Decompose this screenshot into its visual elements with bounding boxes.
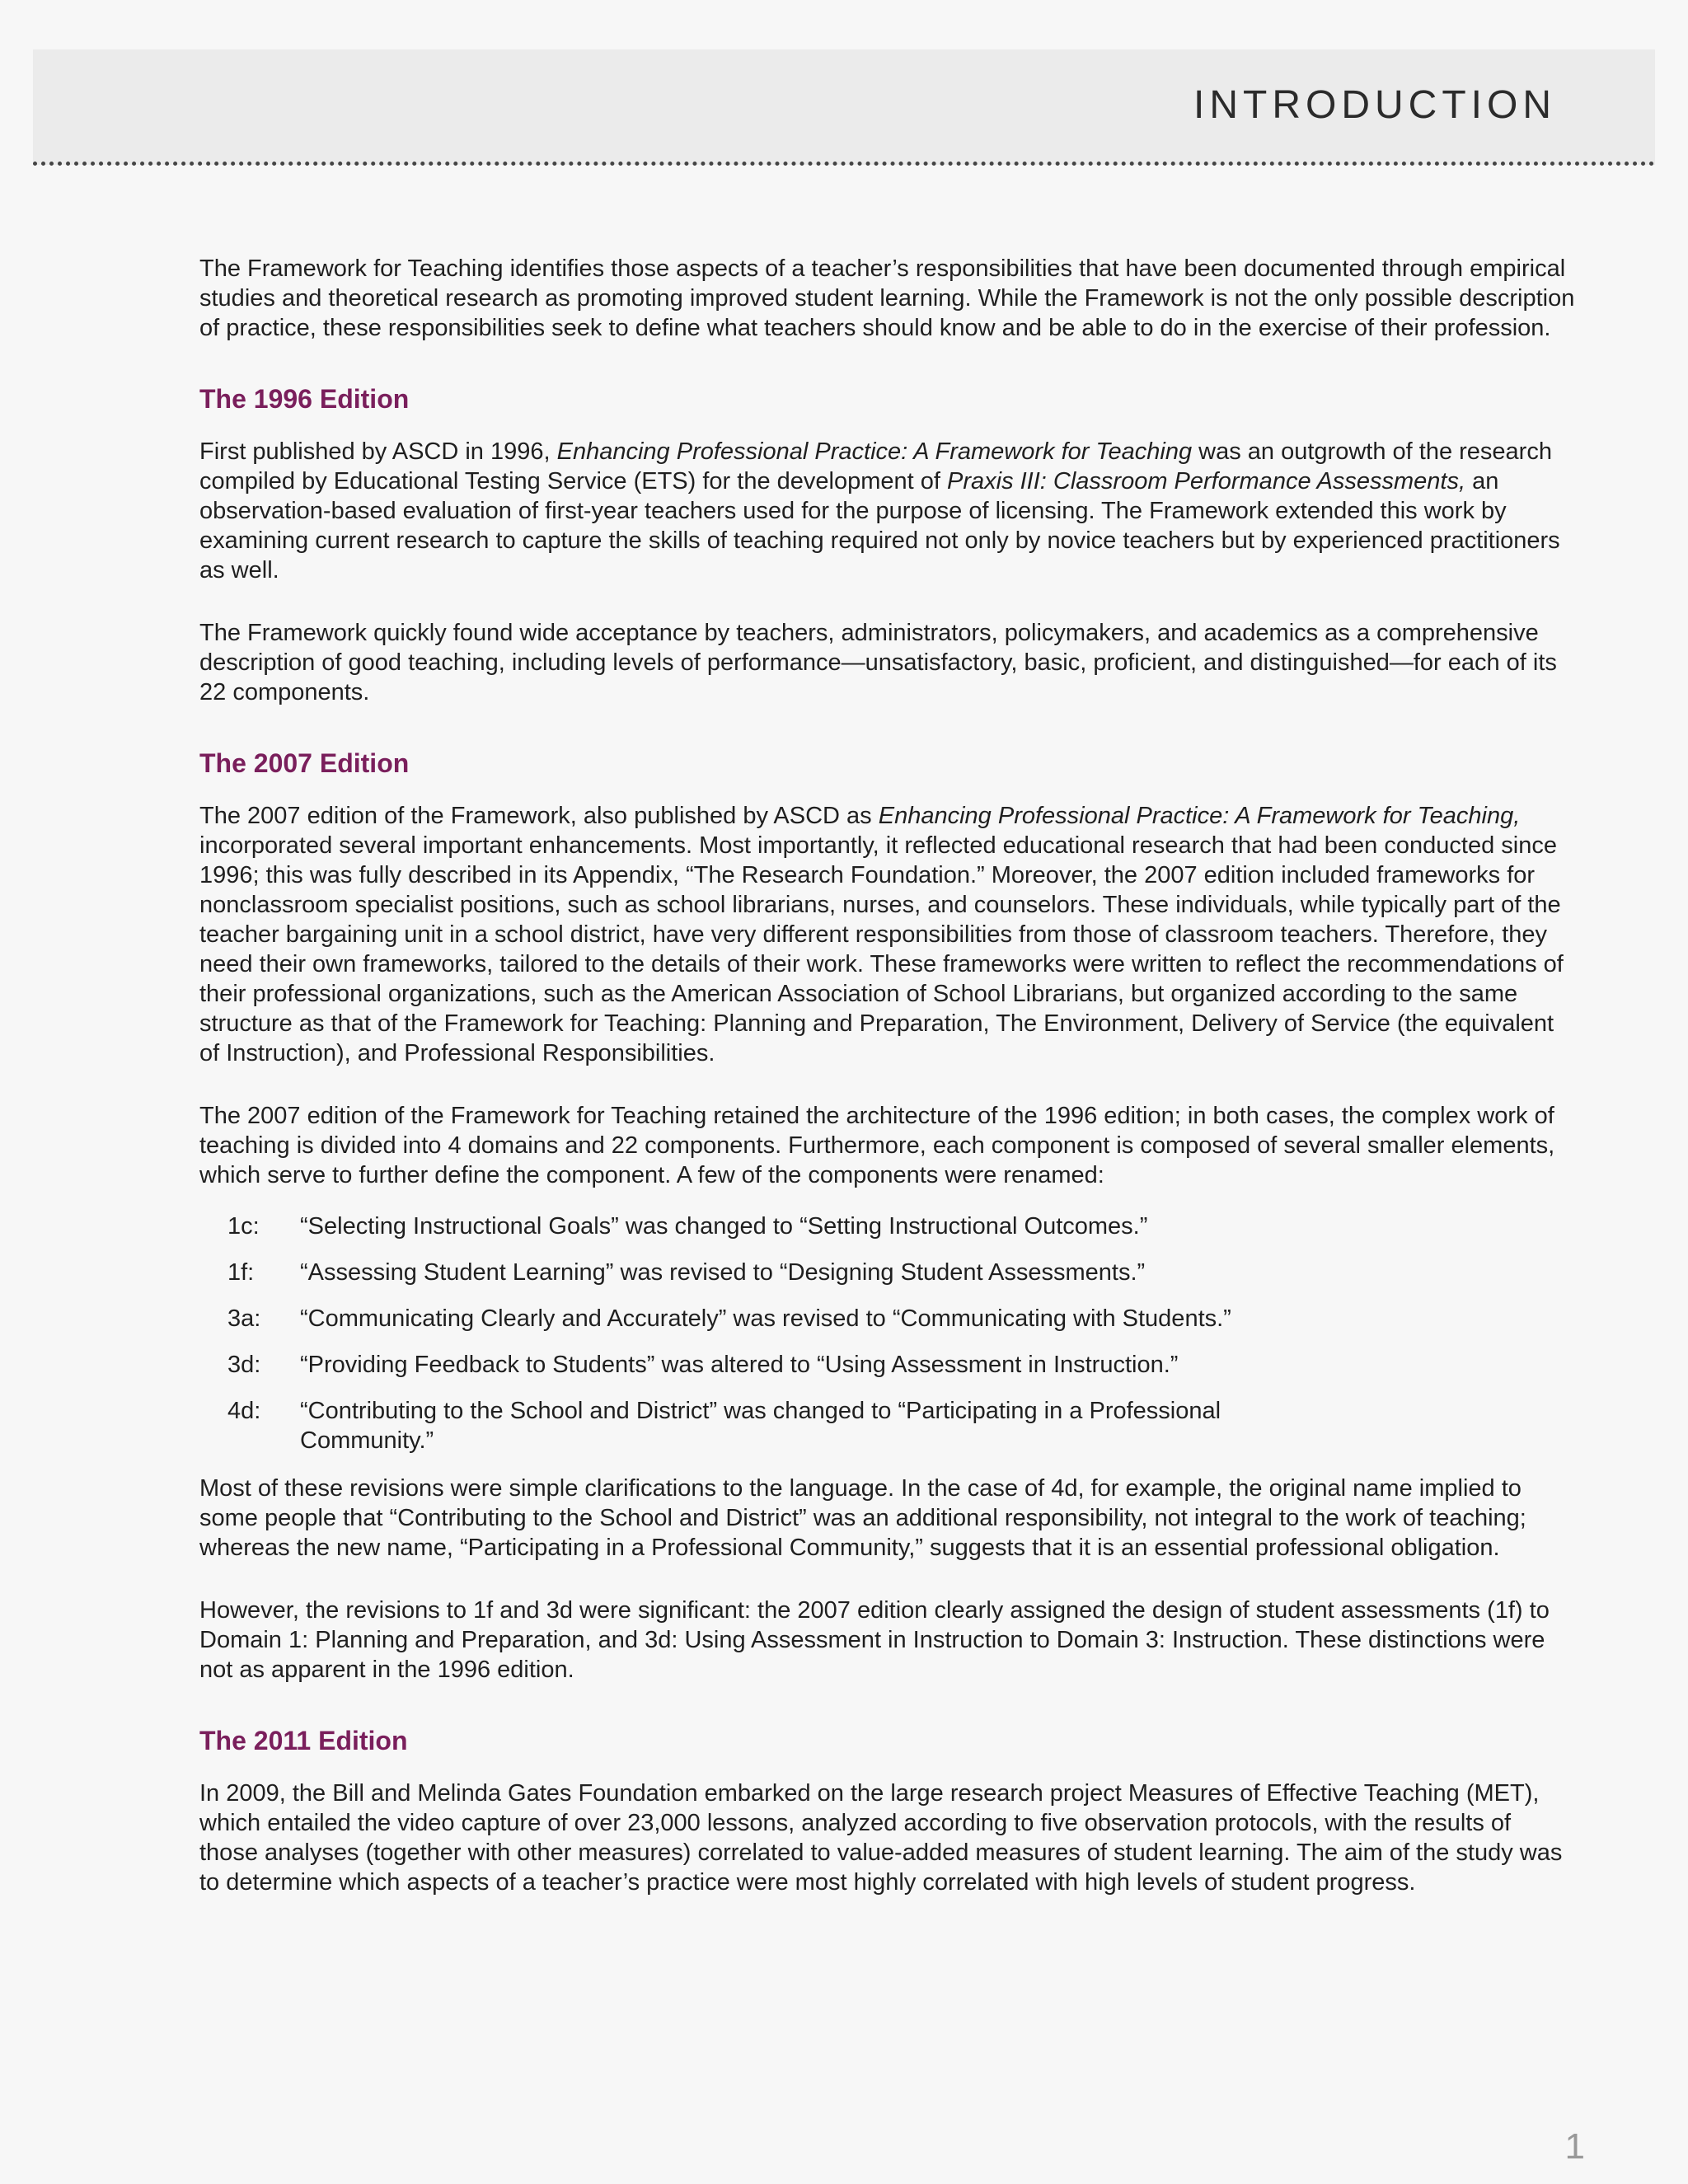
section-heading-2007: The 2007 Edition <box>199 748 410 778</box>
paragraph-2007-first <box>199 801 1576 1068</box>
main-content <box>199 254 1576 1930</box>
section-heading-1996: The 1996 Edition <box>199 384 410 414</box>
page-title: INTRODUCTION <box>1193 83 1556 127</box>
list-item <box>199 1212 1576 1241</box>
component-change: “Selecting Instructional Goals” was changed to “Setting Instructional Outcomes.” <box>300 1213 1148 1240</box>
paragraph-1996-second: The Framework quickly found wide acceptance by teachers, administrators, policymakers, and academics as a comprehensive description of good teaching, including levels of performance—unsatisfactory, basic, proficient, and distinguished—for each of its 22 components. <box>199 620 1557 705</box>
paragraph-2007-fourth: However, the revisions to 1f and 3d were significant: the 2007 edition clearly assigned the design of student assessments (1f) to Domain 1: Planning and Preparation, and 3d: Using Assessment in Instruction to Domain 3: Instruction. These distinctions were not as apparent in the 1996 edition. <box>199 1597 1550 1683</box>
list-item <box>199 1258 1576 1287</box>
text-run: The 2007 edition of the Framework, also published by ASCD as <box>199 803 879 829</box>
component-code: 3a: <box>227 1305 261 1332</box>
page-number: 1 <box>1564 2126 1585 2167</box>
paragraph-2007-third: Most of these revisions were simple clarifications to the language. In the case of 4d, for example, the original name implied to some people that “Contributing to the School and District” was an additional responsibility, not integral to the work of teaching; whereas the new name, “Participating in a Professional Community,” suggests that it is an essential professional obligation. <box>199 1475 1526 1561</box>
text-run: incorporated several important enhancements. Most importantly, it reflected educational research that had been conducted since 1996; this was fully described in its Appendix, “The Research Foundation.” Moreover, the 2007 edition included frameworks for nonclassroom specialist positions, such as school librarians, nurses, and counselors. These individuals, while typically part of the teacher bargaining unit in a school district, have very different responsibilities from those of classroom teachers. Therefore, they need their own frameworks, tailored to the details of their work. These frameworks were written to reflect the recommendations of their professional organizations, such as the American Association of School Librarians, but organized according to the same structure as that of the Framework for Teaching: Planning and Preparation, The Environment, Delivery of Service (the equivalent of Instruction), and Professional Responsibilities. <box>199 832 1564 1066</box>
component-code: 4d: <box>227 1398 261 1424</box>
text-run: was an outgrowth of the research compiled by Educational Testing Service (ETS) for the development of <box>199 438 1552 494</box>
header-band <box>33 49 1655 165</box>
component-change: “Communicating Clearly and Accurately” was revised to “Communicating with Students.” <box>300 1305 1231 1332</box>
text-run: an observation-based evaluation of first-year teachers used for the purpose of licensing. The Framework extended this work by examining current research to capture the skills of teaching required not only by novice teachers but by experienced practitioners as well. <box>199 468 1560 583</box>
component-code: 3d: <box>227 1352 261 1378</box>
list-item <box>199 1304 1576 1333</box>
book-title: Enhancing Professional Practice: A Framework for Teaching <box>556 438 1193 465</box>
intro-paragraph: The Framework for Teaching identifies those aspects of a teacher’s responsibilities that have been documented through empirical studies and theoretical research as promoting improved student learning. While the Framework is not the only possible description of practice, these responsibilities seek to define what teachers should know and be able to do in the exercise of their profession. <box>199 255 1575 341</box>
book-title: Enhancing Professional Practice: A Framework for Teaching, <box>878 803 1521 829</box>
component-change: “Providing Feedback to Students” was altered to “Using Assessment in Instruction.” <box>300 1352 1179 1378</box>
component-change: “Contributing to the School and District” was changed to “Participating in a Professional Community.” <box>300 1398 1221 1454</box>
section-heading-2011: The 2011 Edition <box>199 1726 408 1755</box>
component-change: “Assessing Student Learning” was revised to “Designing Student Assessments.” <box>300 1259 1146 1286</box>
list-item <box>199 1396 1576 1455</box>
paragraph-2011-first: In 2009, the Bill and Melinda Gates Foundation embarked on the large research project Measures of Effective Teaching (MET), which entailed the video capture of over 23,000 lessons, analyzed according to five observation protocols, with the results of those analyses (together with other measures) correlated to value-added measures of student learning. The aim of the study was to determine which aspects of a teacher’s practice were most highly correlated with high levels of student progress. <box>199 1780 1563 1896</box>
paragraph-1996-first <box>199 437 1576 585</box>
text-run: First published by ASCD in 1996, <box>199 438 557 465</box>
component-code: 1c: <box>227 1213 260 1240</box>
component-code: 1f: <box>227 1259 255 1286</box>
dotted-divider <box>33 162 1655 166</box>
renamed-components-list <box>199 1212 1576 1455</box>
book-title: Praxis III: Classroom Performance Assessments, <box>947 468 1466 494</box>
list-item <box>199 1350 1576 1380</box>
paragraph-2007-second: The 2007 edition of the Framework for Teaching retained the architecture of the 1996 edition; in both cases, the complex work of teaching is divided into 4 domains and 22 components. Furthermore, each component is composed of several smaller elements, which serve to further define the component. A few of the components were renamed: <box>199 1103 1555 1188</box>
